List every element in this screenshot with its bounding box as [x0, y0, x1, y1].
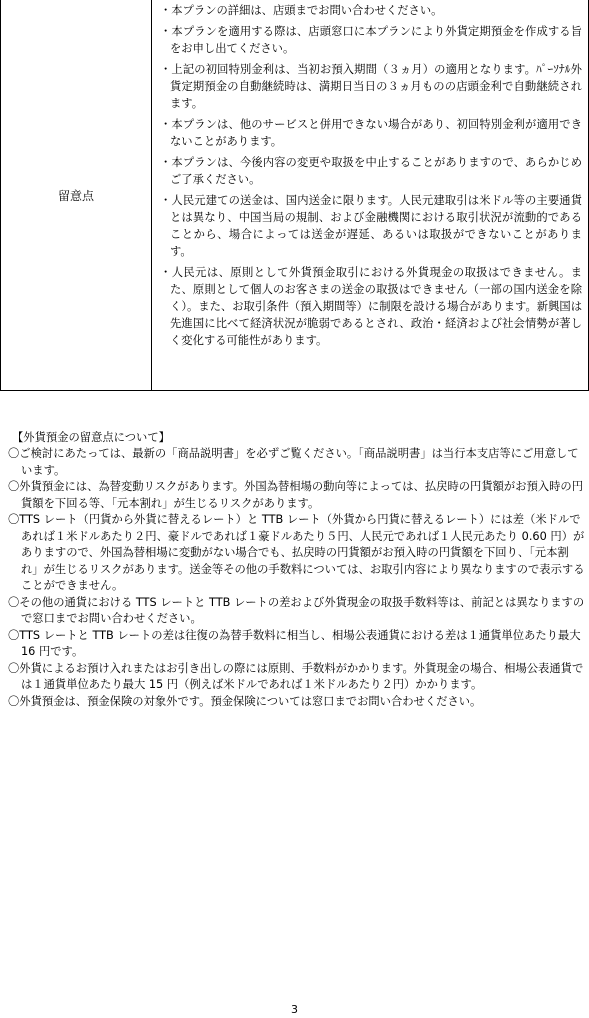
section-item: 〇ご検討にあたっては、最新の「商品説明書」を必ずご覧ください。「商品説明書」は当行本支店等にご用意しています。 — [8, 447, 579, 477]
note-item: ・本プランは、今後内容の変更や取扱を中止することがありますので、あらかじめご了承ください。 — [160, 156, 582, 186]
notes-table — [0, 0, 589, 391]
section-heading: 【外貨預金の留意点について】 — [12, 431, 170, 444]
section-item: 〇外貨によるお預け入れまたはお引き出しの際には原則、手数料がかかります。外貨現金の場合、相場公表通貨では１通貨単位あたり最大 15 円（例えば米ドルであれば１米ドルあたり２円）かかります。 — [8, 661, 584, 691]
note-item: ・本プランを適用する際は、店頭窓口に本プランにより外貨定期預金を作成する旨をお申し出てください。 — [160, 25, 582, 55]
note-item: ・本プランは、他のサービスと併用できない場合があり、初回特別金利が適用できないことがあります。 — [160, 118, 582, 148]
section-item: 〇TTS レートと TTB レートの差は往復の為替手数料に相当し、相場公表通貨における差は１通貨単位あたり最大 16 円です。 — [8, 628, 581, 658]
notes-label-cell — [1, 0, 152, 390]
notes-label: 留意点 — [57, 188, 94, 203]
page-number: 3 — [291, 1003, 298, 1016]
note-item: ・上記の初回特別金利は、当初お預入期間（３ヵ月）の適用となります。ﾊﾟｰｿﾅﾙ外貨定期預金の自動継続時は、満期日当日の３ヵ月ものの店頭金利で自動継続されます。 — [160, 63, 582, 110]
notes-content-cell — [152, 0, 588, 390]
fx-deposit-notes-section — [8, 430, 585, 710]
section-item: 〇外貨預金は、預金保険の対象外です。預金保険については窓口までお問い合わせください。 — [8, 694, 482, 708]
section-item: 〇その他の通貨における TTS レートと TTB レートの差および外貨現金の取扱手数料等は、前記とは異なりますので窓口までお問い合わせください。 — [8, 595, 585, 625]
section-item: 〇TTS レート（円貨から外貨に替えるレート）と TTB レート（外貨から円貨に替えるレート）には差（米ドルであれば１米ドルあたり２円、豪ドルであれば１豪ドルあたり５円、人民元であれば１人民元あたり 0.60 円）がありますので、外国為替相場に変動がない場合でも、払戻時の円貨額がお預入時の円貨額を下回り、「元本割れ」が生じるリスクがあります。送金等その他の手数料については、お取引内容により異なりますので表示することができません。 — [8, 513, 585, 592]
note-item: ・人民元は、原則として外貨預金取引における外貨現金の取扱はできません。また、原則として個人のお客さまの送金の取扱はできません（一部の国内送金を除く）。また、お取引条件（預入期間等）に制限を設ける場合があります。新興国は先進国に比べて経済状況が脆弱であるとされ、政治・経済および社会情勢が著しく変化する可能性があります。 — [160, 266, 582, 347]
section-item: 〇外貨預金には、為替変動リスクがあります。外国為替相場の動向等によっては、払戻時の円貨額がお預入時の円貨額を下回る等、「元本割れ」が生じるリスクがあります。 — [8, 480, 584, 510]
note-item: ・本プランの詳細は、店頭までお問い合わせください。 — [160, 4, 443, 17]
note-item: ・人民元建ての送金は、国内送金に限ります。人民元建取引は米ドル等の主要通貨とは異なり、中国当局の規制、および金融機関における取引状況が流動的であることから、場合によっては送金が遅延、あるいは取扱ができないことがあります。 — [160, 194, 582, 258]
